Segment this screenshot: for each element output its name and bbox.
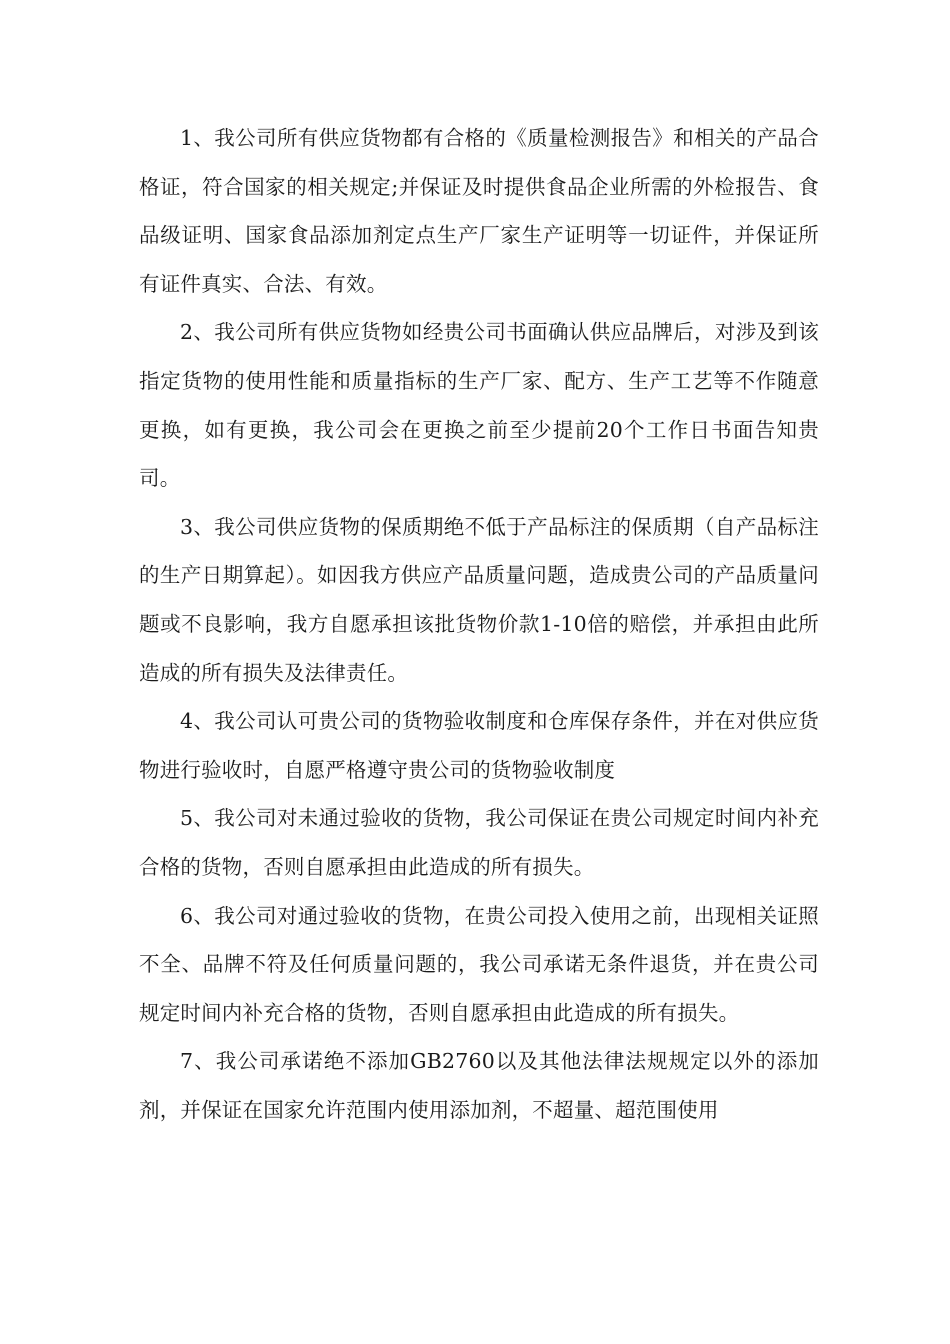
paragraph-4: 4、我公司认可贵公司的货物验收制度和仓库保存条件，并在对供应货物进行验收时，自愿严格遵守贵公司的货物验收制度 <box>139 709 819 782</box>
paragraph-1: 1、我公司所有供应货物都有合格的《质量检测报告》和相关的产品合格证，符合国家的相关规定;并保证及时提供食品企业所需的外检报告、食品级证明、国家食品添加剂定点生产厂家生产证明等一切证件，并保证所有证件真实、合法、有效。 <box>139 126 819 296</box>
document-body <box>139 114 819 1134</box>
paragraph-7: 7、我公司承诺绝不添加GB2760以及其他法律法规规定以外的添加剂，并保证在国家允许范围内使用添加剂，不超量、超范围使用 <box>139 1049 819 1122</box>
paragraph-2: 2、我公司所有供应货物如经贵公司书面确认供应品牌后，对涉及到该指定货物的使用性能和质量指标的生产厂家、配方、生产工艺等不作随意更换，如有更换，我公司会在更换之前至少提前20个工作日书面告知贵司。 <box>139 320 819 491</box>
paragraph-6: 6、我公司对通过验收的货物，在贵公司投入使用之前，出现相关证照不全、品牌不符及任何质量问题的，我公司承诺无条件退货，并在贵公司规定时间内补充合格的货物，否则自愿承担由此造成的所有损失。 <box>139 903 819 1025</box>
paragraph-5: 5、我公司对未通过验收的货物，我公司保证在贵公司规定时间内补充合格的货物，否则自愿承担由此造成的所有损失。 <box>139 806 819 879</box>
paragraph-3: 3、我公司供应货物的保质期绝不低于产品标注的保质期（自产品标注的生产日期算起）。如因我方供应产品质量问题，造成贵公司的产品质量问题或不良影响，我方自愿承担该批货物价款1-10倍的赔偿，并承担由此所造成的所有损失及法律责任。 <box>139 514 819 685</box>
